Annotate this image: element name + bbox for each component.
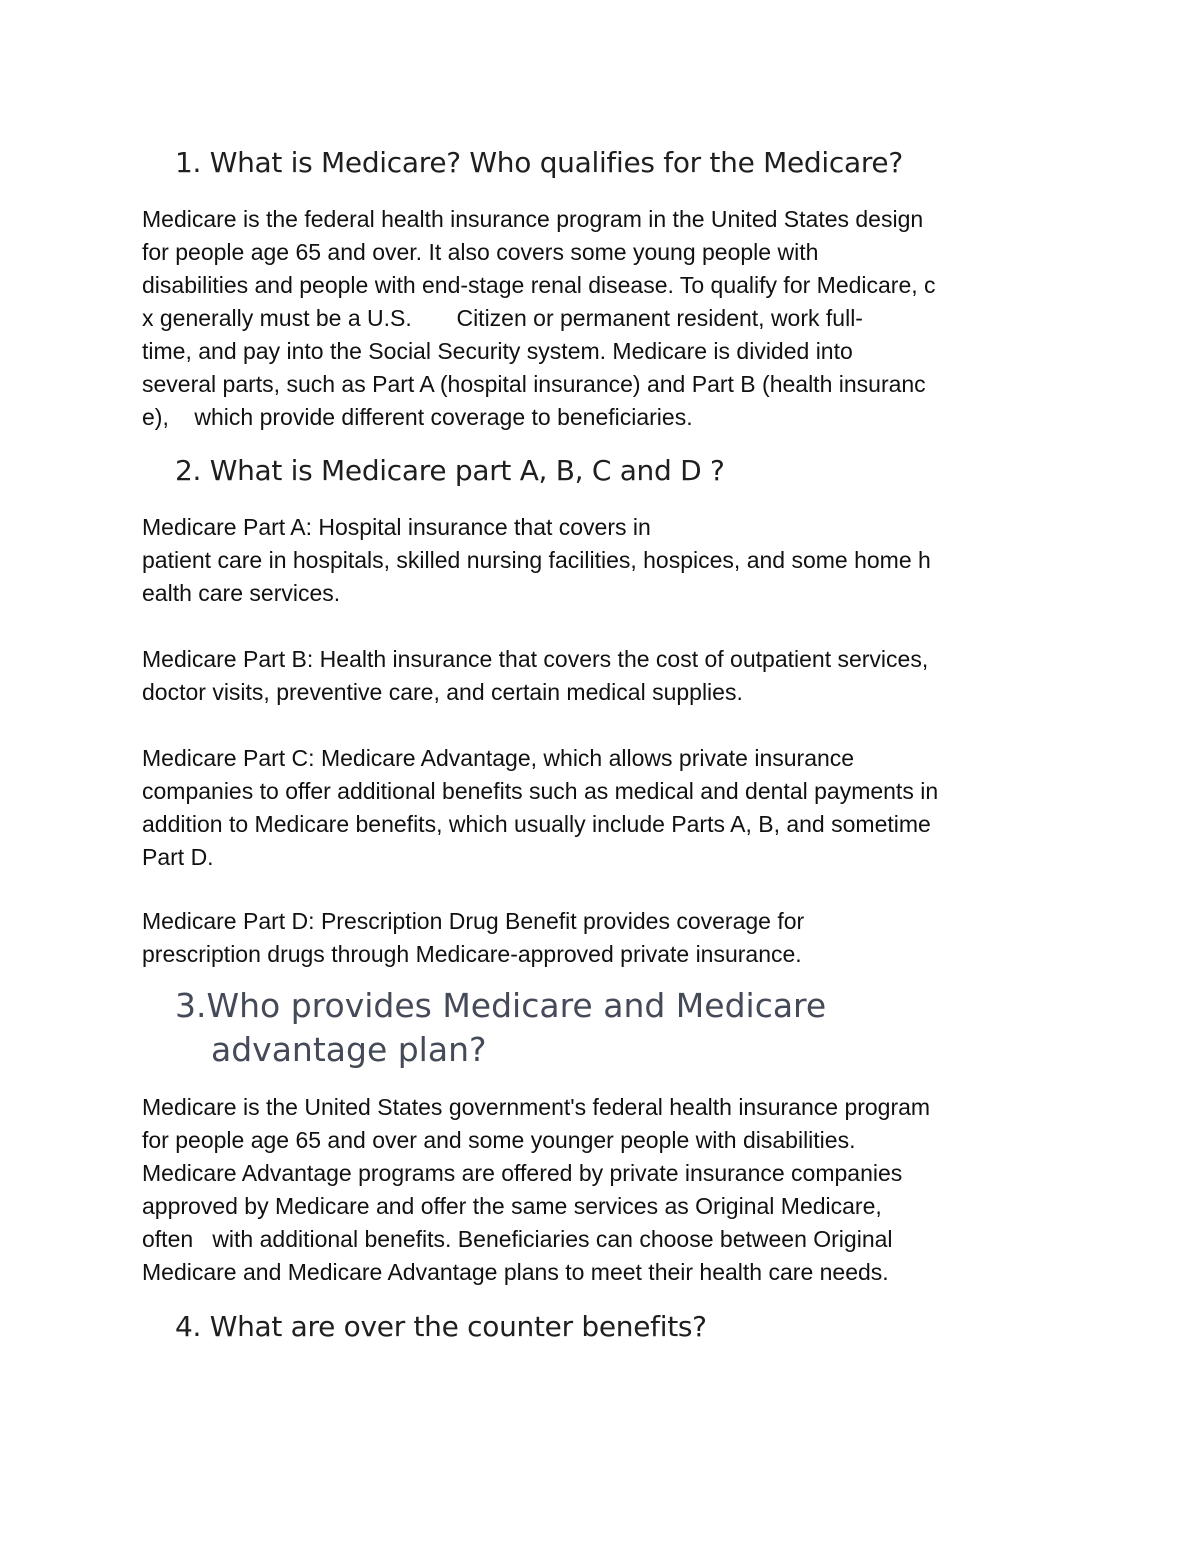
heading-what-is-medicare: 1. What is Medicare? Who qualifies for the Medicare? — [175, 146, 903, 179]
heading-line-1: Who provides Medicare and Medicare — [206, 986, 827, 1025]
text-line: Medicare and Medicare Advantage plans to meet their health care needs. — [142, 1259, 889, 1285]
text-line: often with additional benefits. Beneficiaries can choose between Original — [142, 1226, 893, 1252]
paragraph-part-d — [142, 905, 804, 971]
text-line: Medicare Part B: Health insurance that covers the cost of outpatient services, — [142, 646, 929, 672]
text-line: e), which provide different coverage to beneficiaries. — [142, 404, 693, 430]
text-line: Medicare is the United States government's federal health insurance program — [142, 1094, 931, 1120]
text-line: companies to offer additional benefits such as medical and dental payments in — [142, 778, 939, 804]
text-line: Medicare Part A: Hospital insurance that covers in — [142, 514, 651, 540]
paragraph-medicare-providers — [142, 1091, 930, 1289]
paragraph-part-a — [142, 511, 931, 610]
text-line: for people age 65 and over. It also covers some young people with — [142, 239, 819, 265]
text-line: Part D. — [142, 844, 214, 870]
text-line: several parts, such as Part A (hospital insurance) and Part B (health insuranc — [142, 371, 926, 397]
text-line: time, and pay into the Social Security system. Medicare is divided into — [142, 338, 853, 364]
text-line: doctor visits, preventive care, and certain medical supplies. — [142, 679, 743, 705]
text-line: Medicare Part C: Medicare Advantage, which allows private insurance — [142, 745, 855, 771]
heading-line-2: advantage plan? — [211, 1030, 487, 1069]
text-line: addition to Medicare benefits, which usually include Parts A, B, and sometime — [142, 811, 931, 837]
text-line: patient care in hospitals, skilled nursing facilities, hospices, and some home h — [142, 547, 931, 573]
heading-medicare-parts: 2. What is Medicare part A, B, C and D ? — [175, 454, 725, 487]
text-line: prescription drugs through Medicare-approved private insurance. — [142, 941, 802, 967]
text-line: approved by Medicare and offer the same services as Original Medicare, — [142, 1193, 882, 1219]
text-line: Medicare is the federal health insurance program in the United States design — [142, 206, 924, 232]
text-line: Medicare Part D: Prescription Drug Benefit provides coverage for — [142, 908, 805, 934]
text-line: x generally must be a U.S. Citizen or permanent resident, work full- — [142, 305, 863, 331]
paragraph-medicare-intro — [142, 203, 936, 434]
text-line: disabilities and people with end-stage renal disease. To qualify for Medicare, c — [142, 272, 936, 298]
heading-who-provides-medicare — [175, 986, 827, 1069]
text-line: Medicare Advantage programs are offered by private insurance companies — [142, 1160, 903, 1186]
text-line: for people age 65 and over and some younger people with disabilities. — [142, 1127, 856, 1153]
paragraph-part-b — [142, 643, 928, 709]
heading-over-the-counter-benefits: 4. What are over the counter benefits? — [175, 1310, 707, 1343]
paragraph-part-c — [142, 742, 938, 874]
text-line: ealth care services. — [142, 580, 341, 606]
heading-number: 3. — [175, 986, 207, 1025]
